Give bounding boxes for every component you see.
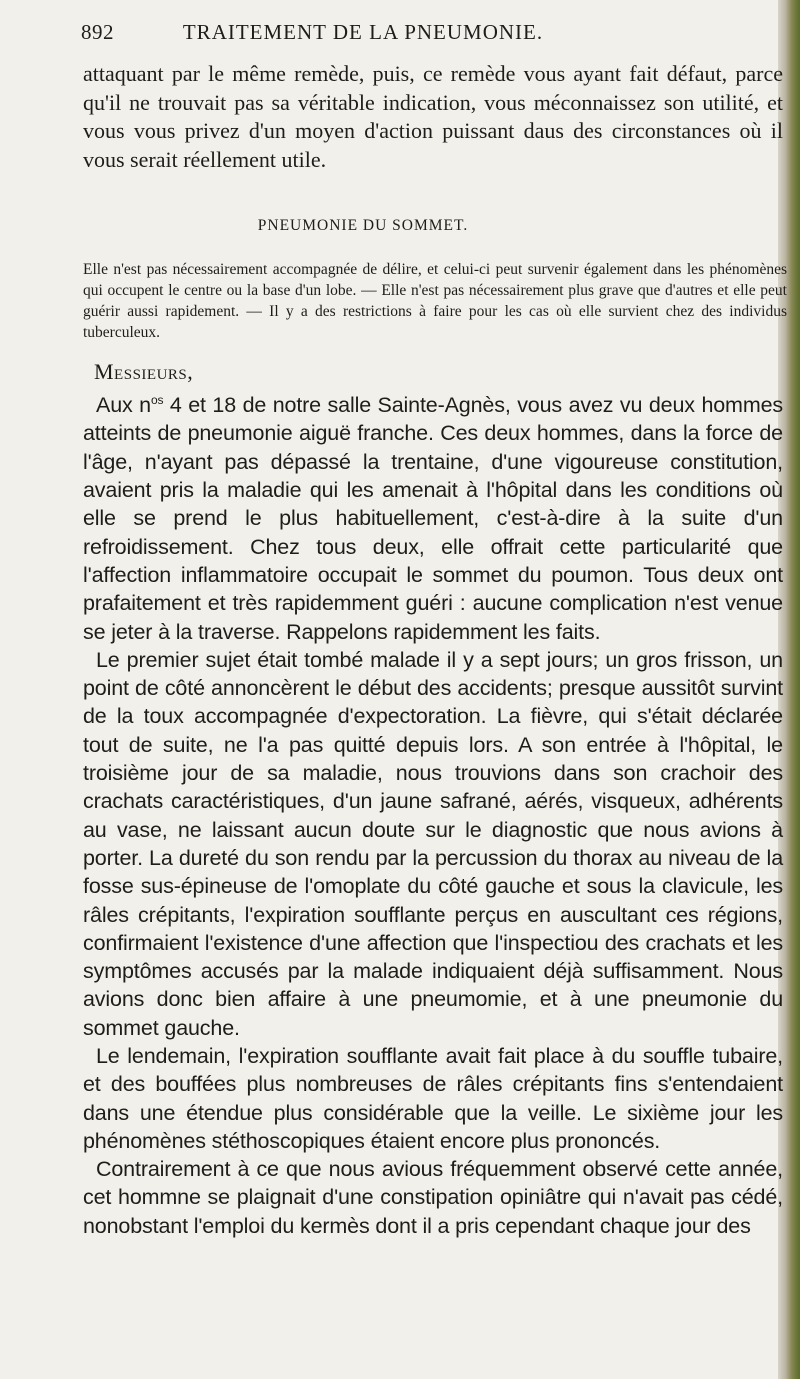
salutation: Messieurs, (94, 359, 194, 384)
text-block (81, 20, 787, 1240)
section-summary: Elle n'est pas nécessairement accompagnée de délire, et celui-ci peut survenir également dans les phénomènes qui occupent le centre ou la base d'un lobe. — Elle n'est pas nécessairement plus grave que d'autres et elle peut guérir aussi rapidement. — Il y a des restrictions à faire pour les cas où elle survient chez des individus tuberculeux. (83, 261, 787, 341)
section-title: PNEUMONIE DU SOMMET. (257, 217, 469, 234)
paragraph-3: Le lendemain, l'expiration soufflante avait fait place à du souffle tubaire, et des bouffées plus nombreuses de râles crépitants fins s'entendaient dans une étendue plus considérable que la veille. Le sixième jour les phénomènes stéthoscopiques étaient encore plus prononcés. (83, 1043, 783, 1153)
paragraph-1-superscript: os (150, 393, 164, 407)
paragraph-2: Le premier sujet était tombé malade il y a sept jours; un gros frisson, un point de côté annoncèrent le début des accidents; presque aussitôt survint de la toux accompagnée d'expectoration. La fièvre, qui s'était déclarée tout de suite, ne l'a pas quitté depuis lors. A son entrée à l'hôpital, le troisième jour de sa maladie, nous trouvions dans son crachoir des crachats caractéristiques, d'un jaune safrané, aérés, visqueux, adhérents au vase, ne laissant aucun doute sur le diagnostic que nous avions à porter. La dureté du son rendu par la percussion du thorax au niveau de la fosse sus-épineuse de l'omoplate du côté gauche et sous la clavicule, les râles crépitants, l'expiration soufflante perçus en auscultant ces régions, confirmaient l'existence d'une affection que l'inspectiou des crachats et les symptômes accusés par la malade indiquaient déjà suffisamment. Nous avions donc bien affaire à une pneumomie, et à une pneumonie du sommet gauche. (83, 647, 783, 1040)
paragraph-1-text: 4 et 18 de notre salle Sainte-Agnès, vous avez vu deux hommes atteints de pneumonie aiguë franche. Ces deux hommes, dans la force de l'âge, n'ayant pas dépassé la trentaine, d'une vigoureuse constitution, avaient pris la maladie qui les amenait à l'hôpital dans les conditions où elle se prend le plus habituellement, c'est-à-dire à la suite d'un refroidissement. Chez tous deux, elle offrait cette particularité que l'affection inflammatoire occupait le sommet du poumon. Tous deux ont prafaitement et très rapidemment guéri : aucune complication n'est venue se jeter à la traverse. Rappelons rapidemment les faits. (83, 393, 783, 644)
running-title: TRAITEMENT DE LA PNEUMONIE. (182, 20, 544, 44)
running-head (83, 20, 783, 60)
paragraph-1 (83, 386, 783, 646)
intro-paragraph: attaquant par le même remède, puis, ce remède vous ayant fait défaut, parce qu'il ne trouvait pas sa véritable indication, vous méconnaissez son utilité, et vous vous privez d'un moyen d'action puissant daus des circonstances où il vous serait réellement utile. (83, 61, 783, 172)
paragraph-1-prefix: Aux n (96, 393, 151, 418)
page-number: 892 (81, 20, 114, 44)
paragraph-4: Contrairement à ce que nous avious fréquemment observé cette année, cet hommne se plaignait d'une constipation opiniâtre qui n'avait pas cédé, nonobstant l'emploi du kermès dont il a pris cependant chaque jour des (83, 1157, 783, 1238)
